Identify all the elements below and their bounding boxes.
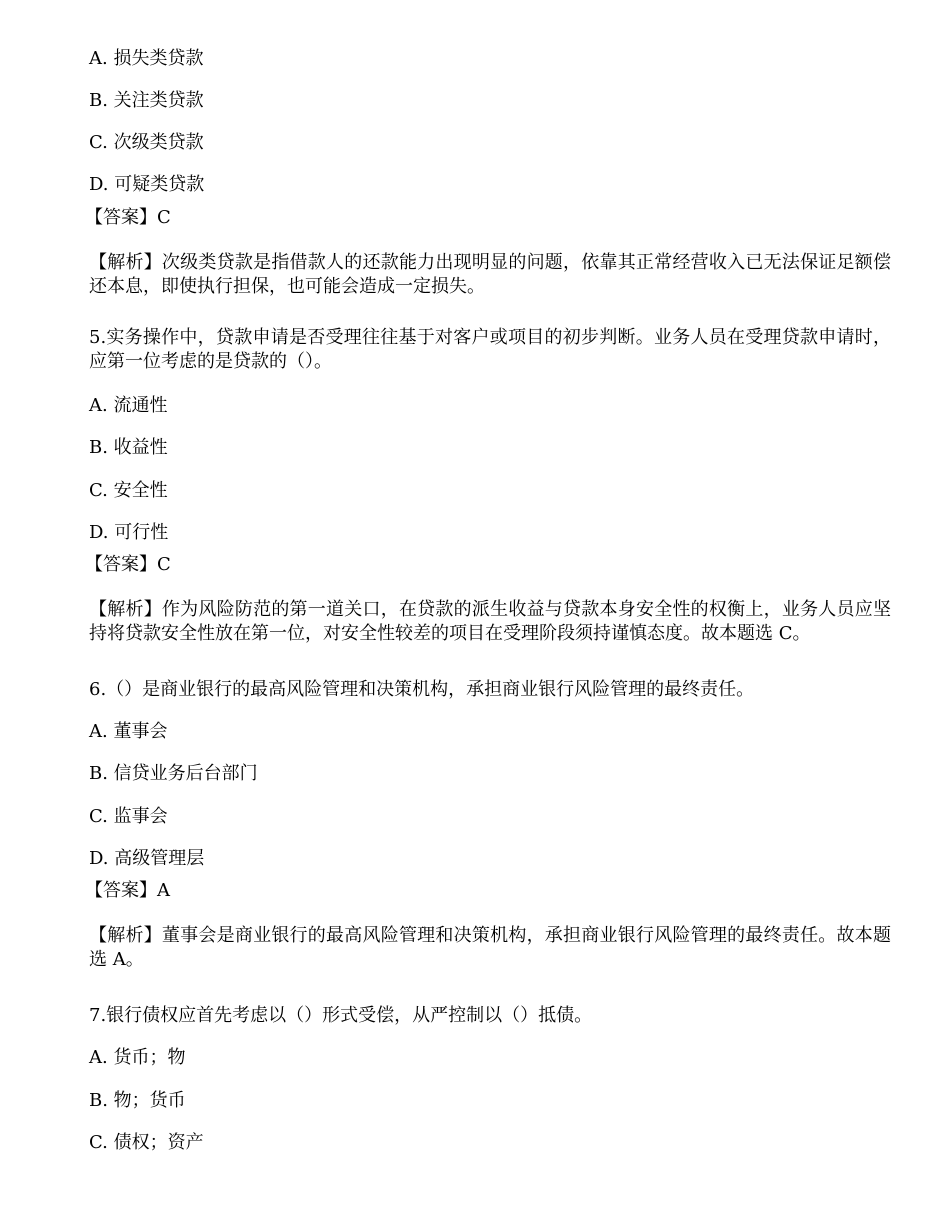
q6-option-d: D. 高级管理层 xyxy=(89,848,205,869)
q6-option-b: B. 信贷业务后台部门 xyxy=(89,763,258,784)
q6-option-c: C. 监事会 xyxy=(89,806,168,827)
q5-option-b: B. 收益性 xyxy=(89,437,168,458)
q7-option-c: C. 债权；资产 xyxy=(89,1132,204,1153)
q4-option-a: A. 损失类贷款 xyxy=(89,48,204,69)
q4-option-d: D. 可疑类贷款 xyxy=(89,174,205,195)
q7-option-a: A. 货币；物 xyxy=(89,1047,186,1068)
q7-option-b: B. 物；货币 xyxy=(89,1090,186,1111)
q6-question: 6.（）是商业银行的最高风险管理和决策机构，承担商业银行风险管理的最终责任。 xyxy=(89,679,755,700)
q5-question: 5.实务操作中，贷款申请是否受理往往基于对客户或项目的初步判断。业务人员在受理贷款申请时，应第一位考虑的是贷款的（）。 xyxy=(89,327,891,372)
q5-explanation: 【解析】作为风险防范的第一道关口，在贷款的派生收益与贷款本身安全性的权衡上，业务人员应坚持将贷款安全性放在第一位，对安全性较差的项目在受理阶段须持谨慎态度。故本题选 C。 xyxy=(89,599,891,644)
q5-option-c: C. 安全性 xyxy=(89,480,168,501)
q5-answer: 【答案】C xyxy=(85,554,171,575)
q6-answer: 【答案】A xyxy=(85,880,170,901)
q6-explanation: 【解析】董事会是商业银行的最高风险管理和决策机构，承担商业银行风险管理的最终责任。故本题选 A。 xyxy=(89,925,891,970)
q5-option-a: A. 流通性 xyxy=(89,395,168,416)
q4-answer: 【答案】C xyxy=(85,207,171,228)
q5-option-d: D. 可行性 xyxy=(89,522,169,543)
q4-option-c: C. 次级类贷款 xyxy=(89,132,204,153)
q4-explanation: 【解析】次级类贷款是指借款人的还款能力出现明显的问题，依靠其正常经营收入已无法保证足额偿还本息，即使执行担保，也可能会造成一定损失。 xyxy=(89,252,891,297)
q6-option-a: A. 董事会 xyxy=(89,721,168,742)
q7-question: 7.银行债权应首先考虑以（）形式受偿，从严控制以（）抵债。 xyxy=(89,1005,593,1026)
q4-option-b: B. 关注类贷款 xyxy=(89,90,204,111)
